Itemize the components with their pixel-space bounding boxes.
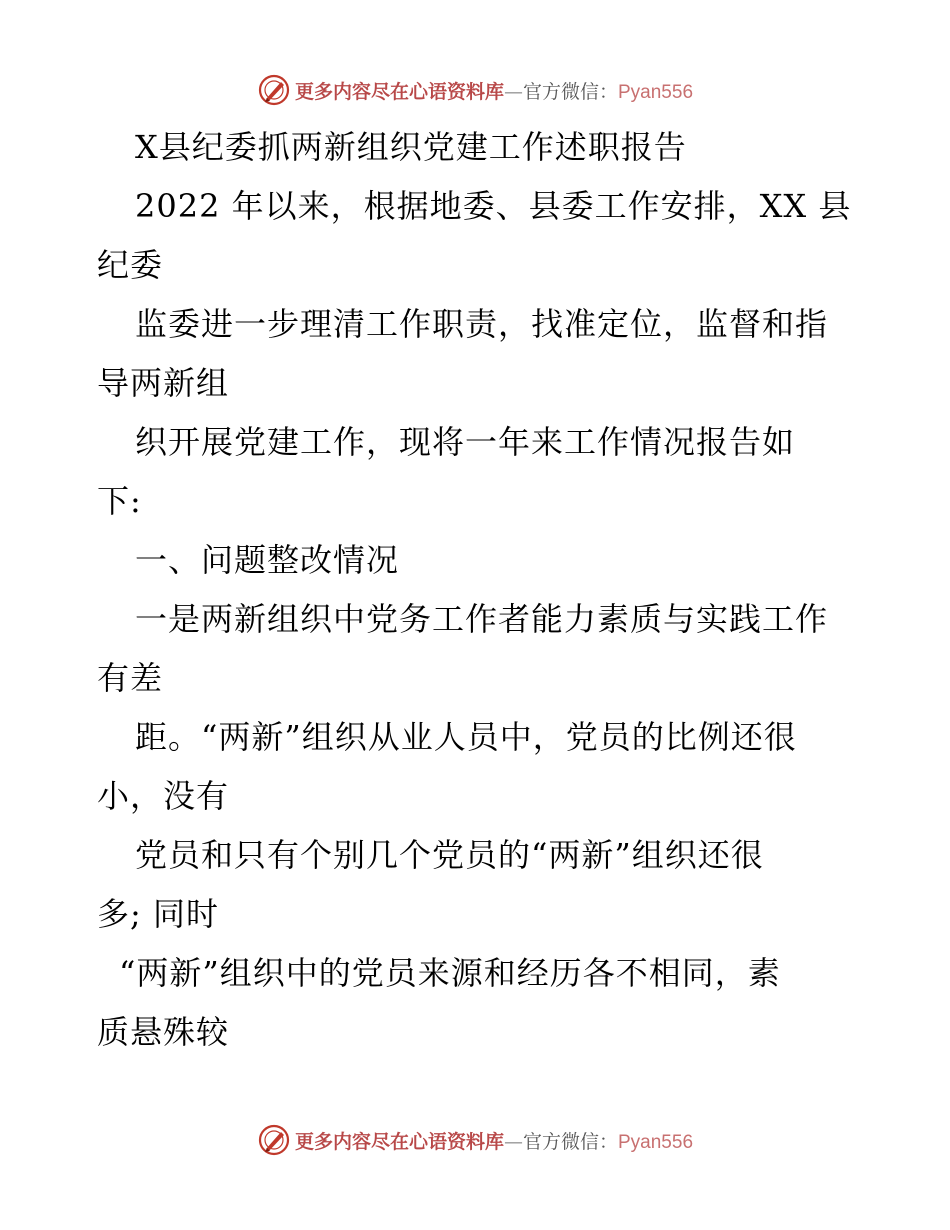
banner-text: [295, 1127, 693, 1154]
document-body: [97, 118, 867, 1062]
paragraph-line: 距。“两新”组织从业人员中，党员的比例还很: [135, 718, 797, 756]
paragraph-line: 纪委: [97, 246, 164, 284]
banner-wechat-label: 官方微信：: [522, 1130, 618, 1153]
section-heading: 一、问题整改情况: [135, 541, 400, 579]
paragraph-line: 小，没有: [97, 777, 230, 815]
header-watermark-banner: [0, 70, 950, 110]
paragraph-line: 导两新组: [97, 364, 230, 402]
banner-wechat-handle: Pyan556: [618, 1131, 694, 1153]
red-seal-pen-icon: [257, 1123, 291, 1157]
banner-text: [295, 77, 693, 104]
paragraph-line: 监委进一步理清工作职责，找准定位，监督和指: [135, 305, 829, 343]
banner-wechat-handle: Pyan556: [618, 81, 694, 103]
paragraph-line: 2022 年以来，根据地委、县委工作安排，XX 县: [135, 187, 852, 225]
banner-dash: —: [503, 80, 523, 103]
paragraph-line: 一是两新组织中党务工作者能力素质与实践工作: [135, 600, 829, 638]
document-title: X县纪委抓两新组织党建工作述职报告: [135, 128, 687, 166]
banner-site-name: 更多内容尽在心语资料库: [294, 80, 504, 103]
red-seal-pen-icon: [257, 73, 291, 107]
banner-wechat-label: 官方微信：: [522, 80, 618, 103]
paragraph-line: 有差: [97, 659, 164, 697]
paragraph-line: 质悬殊较: [97, 1013, 230, 1051]
paragraph-line: 织开展党建工作，现将一年来工作情况报告如: [135, 423, 796, 461]
paragraph-line: 多; 同时: [97, 895, 219, 933]
banner-dash: —: [503, 1130, 523, 1153]
paragraph-line: “两新”组织中的党员来源和经历各不相同，素: [119, 954, 781, 992]
paragraph-line: 党员和只有个别几个党员的“两新”组织还很: [135, 836, 764, 874]
footer-watermark-banner: [0, 1120, 950, 1160]
banner-site-name: 更多内容尽在心语资料库: [294, 1130, 504, 1153]
paragraph-line: 下:: [97, 482, 142, 520]
